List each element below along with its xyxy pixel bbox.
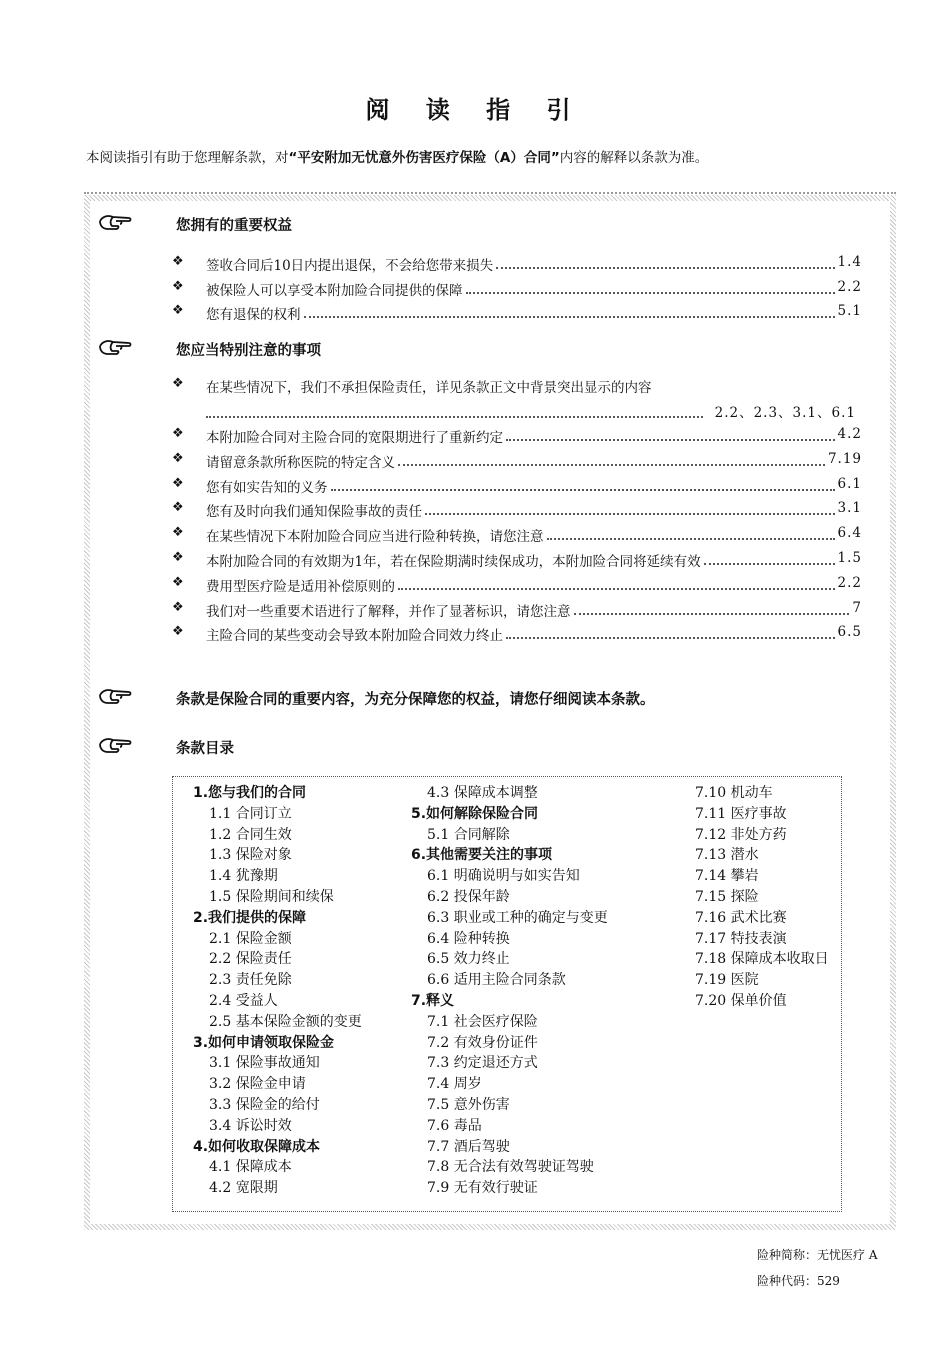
toc-chapter: 4.如何收取保障成本 xyxy=(193,1138,321,1155)
list-item xyxy=(172,279,862,301)
list-item xyxy=(172,525,862,547)
toc-entry: 7.5 意外伤害 xyxy=(427,1096,510,1113)
toc-entry: 3.3 保险金的给付 xyxy=(209,1096,320,1113)
list-item xyxy=(172,550,862,572)
leader-dots xyxy=(206,401,703,418)
toc-box xyxy=(172,776,842,1212)
toc-entry: 6.1 明确说明与如实告知 xyxy=(427,868,580,885)
pointing-hand-icon xyxy=(98,337,132,357)
divider xyxy=(84,192,896,194)
diamond-bullet-icon: ❖ xyxy=(172,475,184,491)
toc-entry: 7.3 约定退还方式 xyxy=(427,1055,538,1072)
toc-entry: 4.3 保障成本调整 xyxy=(427,785,538,801)
item-ref: 5.1 xyxy=(837,303,862,319)
toc-entry: 5.1 合同解除 xyxy=(427,826,510,843)
section-heading: 条款目录 xyxy=(176,741,234,757)
item-text: 签收合同后10日内提出退保，不会给您带来损失 xyxy=(206,258,494,274)
pointing-hand-icon xyxy=(98,686,132,706)
item-text: 本附加险合同的有效期为1年，若在保险期满时续保成功，本附加险合同将延续有效 xyxy=(206,554,701,570)
list-item xyxy=(172,500,862,522)
diamond-bullet-icon: ❖ xyxy=(172,426,184,441)
toc-entry: 2.2 保险责任 xyxy=(209,951,292,968)
toc-entry: 7.16 武术比赛 xyxy=(695,909,787,926)
diamond-bullet-icon: ❖ xyxy=(172,500,184,516)
toc-entry: 7.2 有效身份证件 xyxy=(427,1034,538,1051)
item-text: 您有及时向我们通知保险事故的责任 xyxy=(206,504,422,521)
toc-entry: 3.1 保险事故通知 xyxy=(209,1055,320,1072)
toc-entry: 7.12 非处方药 xyxy=(695,826,787,843)
toc-entry: 7.15 探险 xyxy=(695,888,759,905)
toc-column-2 xyxy=(411,783,608,1199)
list-item xyxy=(172,303,862,325)
diamond-bullet-icon: ❖ xyxy=(172,376,184,391)
list-item xyxy=(172,600,862,622)
toc-chapter: 1.您与我们的合同 xyxy=(193,785,307,801)
item-text: 请留意条款所称医院的特定含义 xyxy=(206,454,395,471)
leader-dots xyxy=(466,279,835,294)
leader-dots xyxy=(398,575,835,590)
toc-entry: 7.18 保障成本收取日 xyxy=(695,951,829,968)
section-heading: 您应当特别注意的事项 xyxy=(176,343,321,359)
diamond-bullet-icon: ❖ xyxy=(172,550,184,565)
leader-dots xyxy=(496,254,834,269)
leader-dots xyxy=(331,476,835,491)
list-item-continuation xyxy=(206,401,856,423)
item-ref: 2.2 xyxy=(837,278,862,295)
toc-entry: 7.19 医院 xyxy=(695,972,759,989)
leader-dots xyxy=(506,426,835,441)
item-text: 您有退保的权利 xyxy=(206,307,301,323)
toc-entry: 7.1 社会医疗保险 xyxy=(427,1013,538,1030)
diamond-bullet-icon: ❖ xyxy=(172,303,184,318)
toc-chapter: 7.释义 xyxy=(411,992,455,1009)
toc-entry: 1.4 犹豫期 xyxy=(209,868,278,885)
toc-entry: 6.6 适用主险合同条款 xyxy=(427,972,566,989)
item-ref: 1.5 xyxy=(837,550,862,566)
toc-entry: 7.13 潜水 xyxy=(695,847,759,864)
item-ref: 6.4 xyxy=(837,525,862,542)
diamond-bullet-icon: ❖ xyxy=(172,525,184,541)
diamond-bullet-icon: ❖ xyxy=(172,624,184,640)
leader-dots xyxy=(304,303,835,318)
item-text: 我们对一些重要术语进行了解释，并作了显著标识，请您注意 xyxy=(206,603,571,620)
item-ref: 7.19 xyxy=(827,450,862,467)
toc-entry: 2.4 受益人 xyxy=(209,992,278,1009)
toc-chapter: 5.如何解除保险合同 xyxy=(411,805,539,822)
page-title: 阅 读 指 引 xyxy=(365,96,585,124)
leader-dots xyxy=(704,550,835,565)
toc-entry: 7.6 毒品 xyxy=(427,1117,482,1134)
product-short-name: 险种简称：无忧医疗 A xyxy=(757,1248,878,1262)
item-ref: 1.4 xyxy=(837,254,862,270)
toc-entry: 2.3 责任免除 xyxy=(209,972,292,989)
diamond-bullet-icon: ❖ xyxy=(172,450,184,466)
intro-suffix: 内容的解释以条款为准。 xyxy=(559,150,709,166)
diamond-bullet-icon: ❖ xyxy=(172,599,184,615)
toc-entry: 6.5 效力终止 xyxy=(427,951,510,968)
leader-dots xyxy=(547,525,835,540)
section-heading: 条款是保险合同的重要内容，为充分保障您的权益，请您仔细阅读本条款。 xyxy=(176,692,655,708)
toc-entry: 7.14 攀岩 xyxy=(695,868,759,885)
pointing-hand-icon xyxy=(98,735,132,755)
toc-entry: 1.2 合同生效 xyxy=(209,826,292,843)
item-text: 费用型医疗险是适用补偿原则的 xyxy=(206,578,395,595)
toc-entry: 7.17 特技表演 xyxy=(695,930,787,947)
list-item xyxy=(172,476,862,498)
toc-entry: 7.9 无有效行驶证 xyxy=(427,1180,538,1197)
toc-entry: 4.1 保障成本 xyxy=(209,1159,292,1176)
leader-dots xyxy=(398,451,825,466)
intro-paragraph xyxy=(86,146,886,166)
toc-entry: 6.3 职业或工种的确定与变更 xyxy=(427,909,608,926)
section-heading: 您拥有的重要权益 xyxy=(176,218,292,234)
toc-entry: 1.3 保险对象 xyxy=(209,847,292,864)
item-ref: 2.2 xyxy=(837,574,862,591)
toc-entry: 2.5 基本保险金额的变更 xyxy=(209,1013,362,1030)
diamond-bullet-icon: ❖ xyxy=(172,254,184,269)
leader-dots xyxy=(574,600,850,615)
list-item xyxy=(172,376,862,398)
toc-entry: 7.20 保单价值 xyxy=(695,992,787,1009)
list-item xyxy=(172,426,862,448)
item-ref: 7 xyxy=(852,599,862,616)
toc-entry: 7.7 酒后驾驶 xyxy=(427,1138,510,1155)
item-ref: 4.2 xyxy=(837,426,862,442)
toc-entry: 7.4 周岁 xyxy=(427,1076,482,1093)
toc-column-3 xyxy=(679,783,829,1012)
list-item xyxy=(172,254,862,276)
toc-entry: 4.2 宽限期 xyxy=(209,1180,278,1197)
pointing-hand-icon xyxy=(98,212,132,232)
toc-chapter: 3.如何申请领取保险金 xyxy=(193,1034,335,1051)
toc-entry: 1.5 保险期间和续保 xyxy=(209,888,334,905)
toc-entry: 7.11 医疗事故 xyxy=(695,805,787,822)
diamond-bullet-icon: ❖ xyxy=(172,278,184,294)
leader-dots xyxy=(425,500,835,515)
toc-chapter: 6.其他需要关注的事项 xyxy=(411,847,553,864)
toc-entry: 3.2 保险金申请 xyxy=(209,1076,306,1093)
leader-dots xyxy=(506,624,835,639)
list-item xyxy=(172,451,862,473)
diamond-bullet-icon: ❖ xyxy=(172,574,184,590)
product-code: 险种代码：529 xyxy=(757,1274,840,1288)
toc-entry: 2.1 保险金额 xyxy=(209,930,292,947)
item-ref: 6.5 xyxy=(837,624,862,641)
toc-entry: 6.2 投保年龄 xyxy=(427,888,510,905)
item-text: 您有如实告知的义务 xyxy=(206,479,328,496)
item-ref: 6.1 xyxy=(837,475,862,492)
toc-entry: 3.4 诉讼时效 xyxy=(209,1117,292,1134)
item-ref: 3.1 xyxy=(837,500,862,517)
item-text: 本附加险合同对主险合同的宽限期进行了重新约定 xyxy=(206,430,503,446)
toc-entry: 7.10 机动车 xyxy=(695,785,773,801)
toc-column-1 xyxy=(193,783,362,1199)
item-text: 被保险人可以享受本附加险合同提供的保障 xyxy=(206,282,463,299)
toc-entry: 7.8 无合法有效驾驶证驾驶 xyxy=(427,1159,594,1176)
toc-entry: 6.4 险种转换 xyxy=(427,930,510,947)
intro-prefix: 本阅读指引有助于您理解条款，对 xyxy=(86,150,289,166)
list-item xyxy=(172,624,862,646)
item-text: 在某些情况下本附加险合同应当进行险种转换，请您注意 xyxy=(206,529,544,546)
item-ref: 2.2、2.3、3.1、6.1 xyxy=(714,405,856,421)
item-text: 主险合同的某些变动会导致本附加险合同效力终止 xyxy=(206,628,503,645)
intro-contract-name: “平安附加无忧意外伤害医疗保险（A）合同” xyxy=(288,150,560,166)
toc-chapter: 2.我们提供的保障 xyxy=(193,909,307,926)
item-text: 在某些情况下，我们不承担保险责任，详见条款正文中背景突出显示的内容 xyxy=(206,380,652,396)
list-item xyxy=(172,575,862,597)
toc-entry: 1.1 合同订立 xyxy=(209,805,292,822)
